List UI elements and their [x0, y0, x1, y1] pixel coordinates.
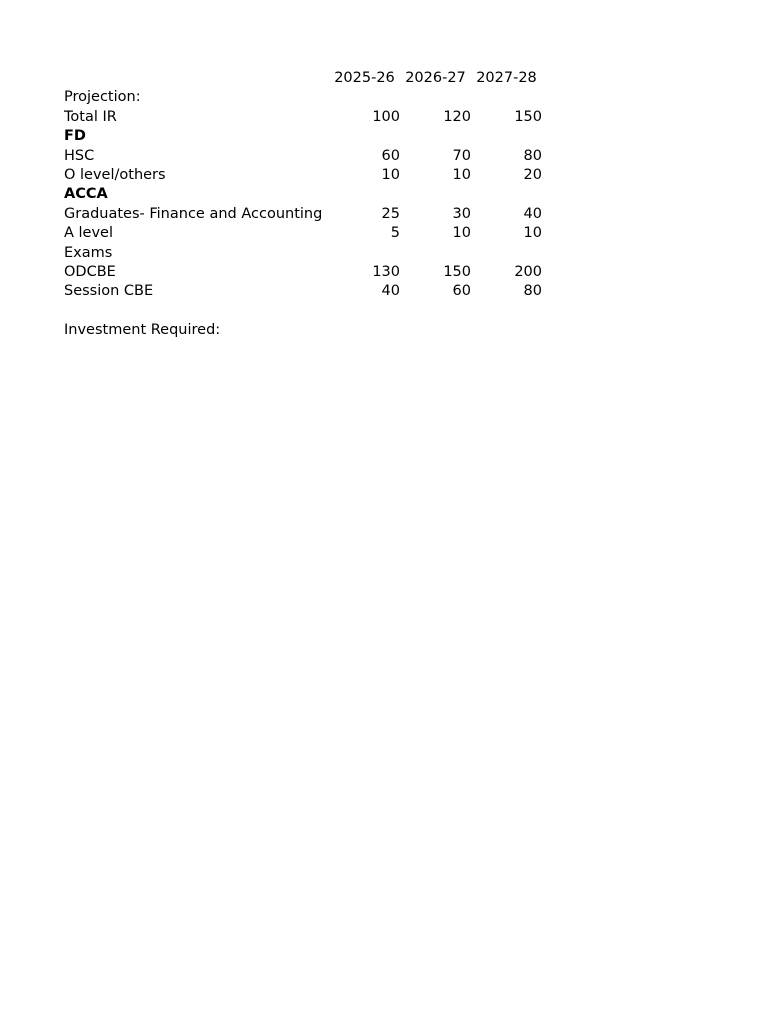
section-label: ACCA [64, 186, 108, 203]
cell-value [329, 244, 400, 263]
row-hsc [64, 147, 544, 166]
cell-value [329, 185, 400, 204]
cell-value: 60 [452, 283, 471, 300]
cell-value: 150 [514, 108, 542, 125]
cell-value: 70 [452, 147, 471, 164]
row-a-level [64, 224, 544, 243]
header-label-cell [64, 69, 329, 88]
row-odcbe [64, 263, 544, 282]
cell-value: 80 [523, 147, 542, 164]
row-label: ODCBE [64, 263, 116, 280]
cell-value: 5 [390, 225, 400, 242]
cell-value: 40 [381, 283, 400, 300]
cell-value: 60 [381, 147, 400, 164]
cell-value: 20 [523, 166, 542, 183]
cell-value [400, 244, 471, 263]
year-header-3: 2027-28 [476, 70, 537, 86]
cell-value [471, 127, 542, 146]
blank-row [64, 302, 544, 321]
row-label: HSC [64, 147, 95, 164]
row-label: A level [64, 225, 114, 242]
row-o-level [64, 166, 544, 185]
cell-value [471, 244, 542, 263]
year-header-2: 2026-27 [405, 70, 466, 86]
cell-value: 10 [381, 166, 400, 183]
row-graduates [64, 205, 544, 224]
cell-value: 150 [443, 263, 471, 280]
cell-value [471, 88, 542, 107]
cell-value: 120 [443, 108, 471, 125]
cell-value: 200 [514, 263, 542, 280]
cell-value: 30 [452, 205, 471, 222]
cell-value [329, 88, 400, 107]
row-label: Total IR [64, 108, 117, 125]
cell-value: 80 [523, 283, 542, 300]
spreadsheet-sheet [64, 69, 544, 340]
row-total-ir [64, 108, 544, 127]
year-header-1: 2025-26 [334, 70, 395, 86]
row-acca [64, 185, 544, 204]
row-investment-required [64, 321, 544, 340]
cell-value: 10 [452, 166, 471, 183]
section-label: FD [64, 128, 86, 145]
header-row [64, 69, 544, 88]
row-label: Graduates- Finance and Accounting [64, 205, 323, 222]
cell-value: 10 [452, 225, 471, 242]
cell-value [471, 185, 542, 204]
cell-value [329, 127, 400, 146]
row-label: Projection: [64, 89, 141, 106]
cell-value: 130 [372, 263, 400, 280]
row-projection [64, 88, 544, 107]
cell-value: 25 [381, 205, 400, 222]
row-fd [64, 127, 544, 146]
cell-value: 40 [523, 205, 542, 222]
row-label: Investment Required: [64, 322, 221, 339]
row-label: O level/others [64, 166, 166, 183]
row-label: Session CBE [64, 283, 154, 300]
row-session-cbe [64, 282, 544, 301]
cell-value: 100 [372, 108, 400, 125]
cell-value [400, 88, 471, 107]
cell-value: 10 [523, 225, 542, 242]
cell-value [400, 185, 471, 204]
row-exams [64, 244, 544, 263]
row-label: Exams [64, 244, 113, 261]
cell-value [400, 127, 471, 146]
